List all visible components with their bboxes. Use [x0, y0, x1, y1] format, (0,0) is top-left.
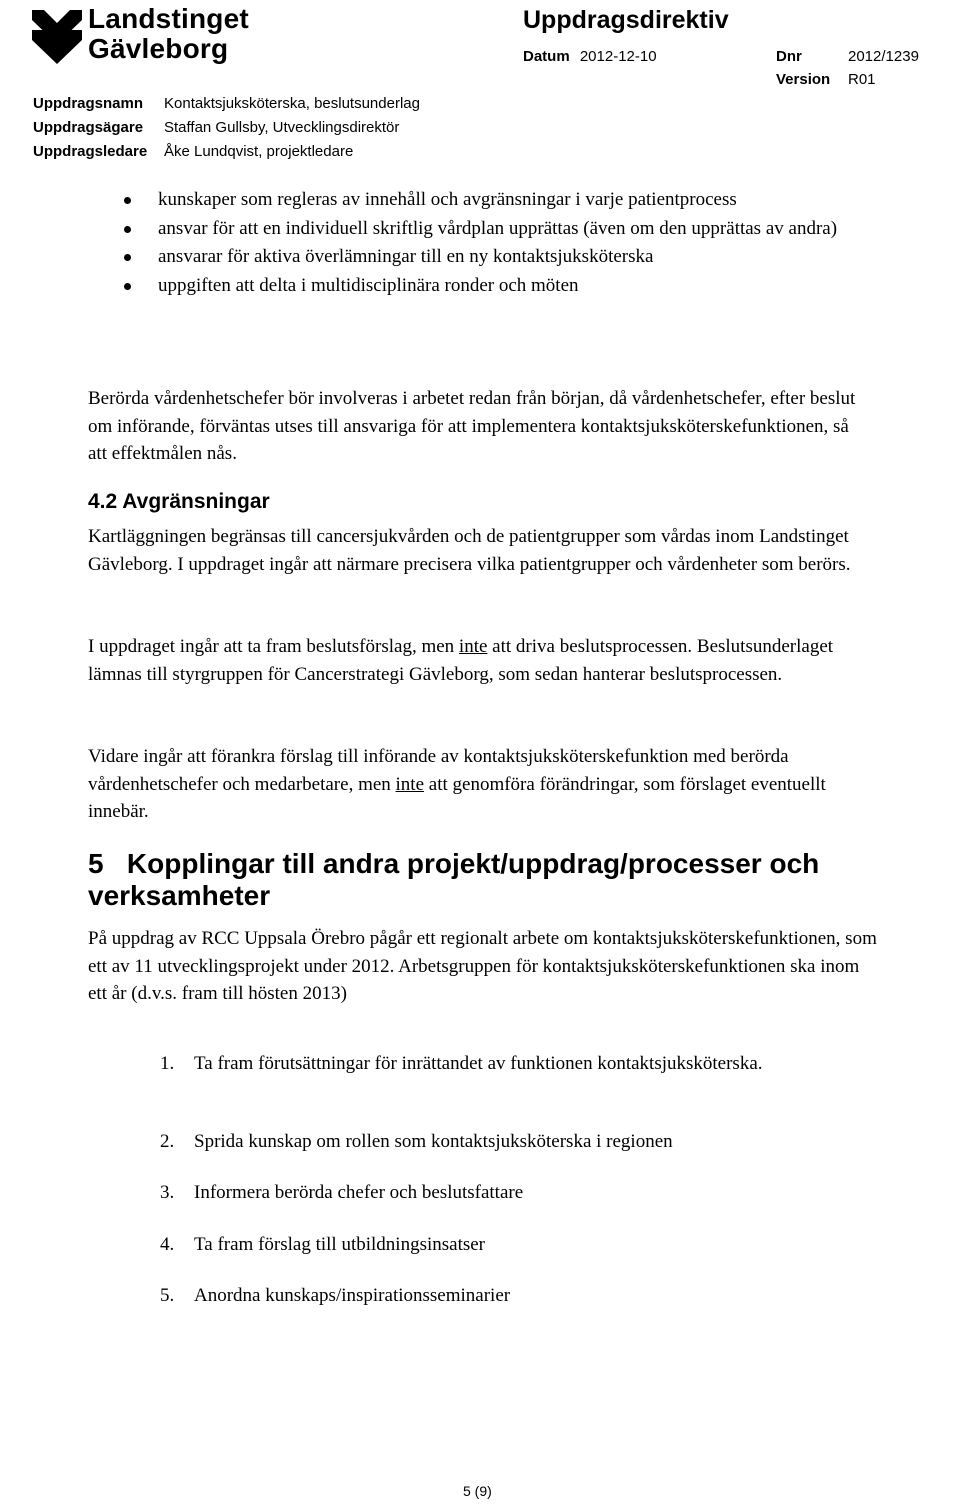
- logo-line-1: Landstinget: [88, 3, 249, 34]
- uppdragsnamn-label: Uppdragsnamn: [33, 95, 144, 112]
- dnr-label: Dnr: [776, 48, 802, 65]
- paragraph-berorda: Berörda vårdenhetschefer bör involveras i arbetet redan från början, då vårdenhetschefer, efter beslut om införande, förväntas utses till ansvariga för att implementera kontaktsjuksköterskefunktionen, så att effektmålen nås.: [88, 388, 856, 464]
- uppdragsledare-value: Åke Lundqvist, projektledare: [164, 143, 354, 160]
- list-item: 2. Sprida kunskap om rollen som kontaktsjuksköterska i regionen: [160, 1131, 673, 1152]
- datum-label: Datum: [523, 48, 570, 65]
- logo-text: [88, 4, 249, 64]
- paragraph-avgransningar-1: Kartläggningen begränsas till cancersjukvården och de patientgrupper som vårdas inom Landstinget Gävleborg. I uppdraget ingår att närmare precisera vilka patientgrupper och vårdenheter som berörs.: [88, 526, 851, 575]
- list-item: ansvar för att en individuell skriftlig vårdplan upprättas (även om den upprättas av andra): [121, 215, 881, 244]
- version-value: R01: [848, 71, 876, 88]
- list-item: ansvarar för aktiva överlämningar till en ny kontaktsjuksköterska: [121, 243, 881, 272]
- paragraph-kopplingar: På uppdrag av RCC Uppsala Örebro pågår ett regionalt arbete om kontaktsjuksköterskefunktionen, som ett av 11 utvecklingsprojekt under 2012. Arbetsgruppen för kontaktsjuksköterskefunktionen ska inom ett år (d.v.s. fram till hösten 2013): [88, 928, 877, 1004]
- datum-field: [523, 48, 657, 65]
- list-item: kunskaper som regleras av innehåll och avgränsningar i varje patientprocess: [121, 186, 881, 215]
- list-item: 4. Ta fram förslag till utbildningsinsatser: [160, 1234, 486, 1255]
- list-item: 5. Anordna kunskaps/inspirationsseminarier: [160, 1285, 511, 1306]
- bullet-icon: [124, 197, 131, 204]
- logo: [32, 4, 262, 66]
- list-item: 3. Informera berörda chefer och beslutsfattare: [160, 1182, 524, 1203]
- bullet-icon: [124, 226, 131, 233]
- logo-line-2: Gävleborg: [88, 33, 229, 64]
- document-title: Uppdragsdirektiv: [523, 6, 729, 34]
- section-heading-4-2: 4.2 Avgränsningar: [88, 490, 270, 513]
- list-item: uppgiften att delta i multidisciplinära ronder och möten: [121, 272, 881, 301]
- section-heading-5: 5 Kopplingar till andra projekt/uppdrag/processer och verksamheter: [88, 848, 828, 911]
- page-number: 5 (9): [463, 1483, 492, 1499]
- paragraph-avgransningar-3: Vidare ingår att förankra förslag till införande av kontaktsjuksköterskefunktion med berörda vårdenhetschefer och medarbetare, men inte att genomföra förändringar, som förslaget eventuellt innebär.: [88, 746, 826, 822]
- uppdragsagare-value: Staffan Gullsby, Utvecklingsdirektör: [164, 119, 400, 136]
- list-item: 1. Ta fram förutsättningar för inrättandet av funktionen kontaktsjuksköterska.: [160, 1053, 763, 1074]
- uppdragsnamn-value: Kontaktsjuksköterska, beslutsunderlag: [164, 95, 420, 112]
- uppdragsagare-label: Uppdragsägare: [33, 119, 144, 136]
- landstinget-logo-icon: [32, 6, 82, 64]
- version-label: Version: [776, 71, 831, 88]
- paragraph-avgransningar-2: I uppdraget ingår att ta fram beslutsförslag, men inte att driva beslutsprocessen. Beslutsunderlaget lämnas till styrgruppen för Cancerstrategi Gävleborg, som sedan hanterar beslutsprocessen.: [88, 636, 834, 685]
- bullet-list: [121, 186, 881, 300]
- uppdragsledare-label: Uppdragsledare: [33, 143, 148, 160]
- datum-value: 2012-12-10: [579, 48, 657, 65]
- bullet-icon: [124, 283, 131, 290]
- dnr-value: 2012/1239: [848, 48, 919, 65]
- bullet-icon: [124, 254, 131, 261]
